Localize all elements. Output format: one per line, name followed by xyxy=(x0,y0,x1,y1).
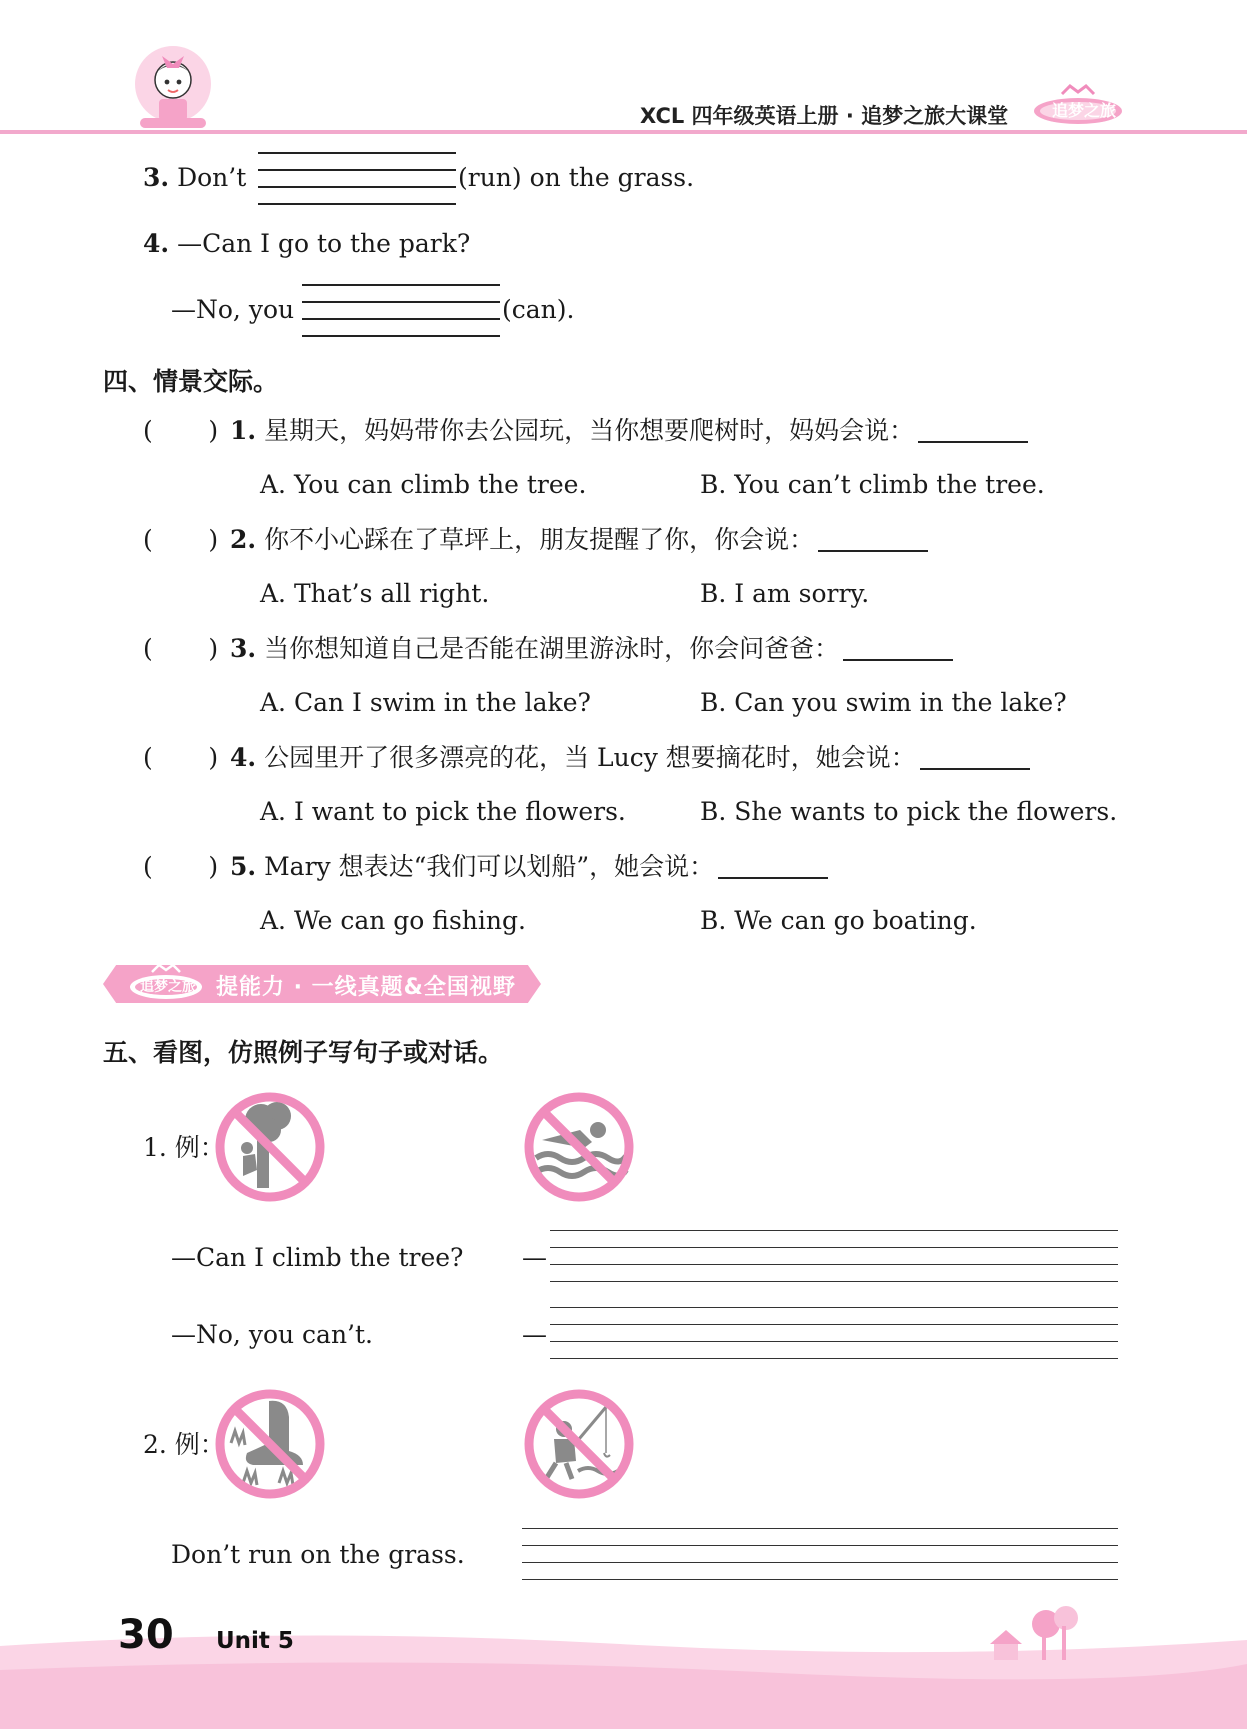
unit-label: Unit 5 xyxy=(216,1628,294,1654)
question-number: 1. xyxy=(230,416,257,445)
answer3-writing-lines[interactable] xyxy=(522,1528,1118,1580)
question-number: 2. xyxy=(230,525,257,554)
question-prompt xyxy=(230,634,953,664)
banner-logo-text: 追梦之旅 xyxy=(140,979,196,995)
no-swimming-sign-icon xyxy=(522,1090,636,1204)
question-prompt xyxy=(230,525,928,555)
banner-logo xyxy=(126,963,206,1003)
option-b: B. She wants to pick the flowers. xyxy=(700,797,1118,826)
answer-paren[interactable]: ( ) xyxy=(143,743,219,772)
answer-paren[interactable]: ( ) xyxy=(143,525,219,554)
brand-logo-text: 追梦之旅 xyxy=(1052,101,1117,120)
no-climbing-sign-icon xyxy=(213,1090,327,1204)
question-number: 3. xyxy=(230,634,257,663)
answer2-dash: — xyxy=(522,1320,547,1349)
section4-title: 四、情景交际。 xyxy=(103,367,279,396)
answer-paren[interactable]: ( ) xyxy=(143,634,219,663)
option-b: B. I am sorry. xyxy=(700,579,870,608)
question-prompt xyxy=(230,743,1030,773)
example2-sentence: Don’t run on the grass. xyxy=(171,1540,465,1569)
q4-question: —Can I go to the park? xyxy=(177,229,471,258)
section5-title: 五、看图，仿照例子写句子或对话。 xyxy=(103,1038,504,1067)
option-a: A. Can I swim in the lake? xyxy=(260,688,591,717)
banner-text: 提能力 · 一线真题&全国视野 xyxy=(216,975,516,1000)
example1-question: —Can I climb the tree? xyxy=(171,1243,464,1272)
no-fishing-sign-icon xyxy=(522,1387,636,1501)
q4-line1 xyxy=(143,229,470,259)
question-text: 你不小心踩在了草坪上，朋友提醒了你，你会说： xyxy=(264,525,815,554)
answer-paren[interactable]: ( ) xyxy=(143,416,219,445)
question-prompt xyxy=(230,416,1028,446)
q3-before: Don’t xyxy=(177,163,247,192)
option-b: B. Can you swim in the lake? xyxy=(700,688,1067,717)
header-title: XCL 四年级英语上册 · 追梦之旅大课堂 xyxy=(640,104,1009,128)
option-a: A. I want to pick the flowers. xyxy=(260,797,626,826)
answer-blank[interactable] xyxy=(843,659,953,661)
header-divider xyxy=(0,130,1247,134)
q3-hint: (run) xyxy=(458,163,522,192)
brand-logo xyxy=(1032,84,1124,128)
example2-label: 2. 例： xyxy=(143,1430,225,1459)
answer1-writing-lines[interactable] xyxy=(550,1230,1118,1282)
q3-after: on the grass. xyxy=(529,163,695,192)
option-a: A. We can go fishing. xyxy=(260,906,526,935)
question-number: 4. xyxy=(230,743,257,772)
option-b: B. You can’t climb the tree. xyxy=(700,470,1045,499)
option-b: B. We can go boating. xyxy=(700,906,977,935)
option-a: A. That’s all right. xyxy=(260,579,490,608)
answer2-writing-lines[interactable] xyxy=(550,1307,1118,1359)
question-text: Mary 想表达“我们可以划船”，她会说： xyxy=(264,852,715,881)
question-text: 星期天，妈妈带你去公园玩，当你想要爬树时，妈妈会说： xyxy=(264,416,915,445)
no-stepping-on-grass-sign-icon xyxy=(213,1387,327,1501)
answer-blank[interactable] xyxy=(818,550,928,552)
q4-number: 4. xyxy=(143,229,170,258)
question-number: 5. xyxy=(230,852,257,881)
answer-blank[interactable] xyxy=(718,877,828,879)
answer-paren[interactable]: ( ) xyxy=(143,852,219,881)
question-prompt xyxy=(230,852,828,882)
question-text: 当你想知道自己是否能在湖里游泳时，你会问爸爸： xyxy=(264,634,840,663)
q3-line xyxy=(143,163,246,193)
answer-blank[interactable] xyxy=(920,768,1030,770)
answer-blank[interactable] xyxy=(918,441,1028,443)
page-number: 30 xyxy=(118,1612,174,1658)
footer-decoration xyxy=(0,1600,1247,1729)
q4-line2: —No, you xyxy=(171,295,295,324)
question-text: 公园里开了很多漂亮的花，当 Lucy 想要摘花时，她会说： xyxy=(264,743,916,772)
q4-hint: (can). xyxy=(502,295,575,324)
example1-answer: —No, you can’t. xyxy=(171,1320,373,1349)
mascot-icon xyxy=(132,44,214,130)
q3-answer-lines[interactable] xyxy=(258,152,456,204)
example1-label: 1. 例： xyxy=(143,1133,225,1162)
q3-hint-line xyxy=(458,163,694,193)
option-a: A. You can climb the tree. xyxy=(260,470,587,499)
answer1-dash: — xyxy=(522,1243,547,1272)
q3-number: 3. xyxy=(143,163,170,192)
q4-answer-lines[interactable] xyxy=(302,284,500,336)
